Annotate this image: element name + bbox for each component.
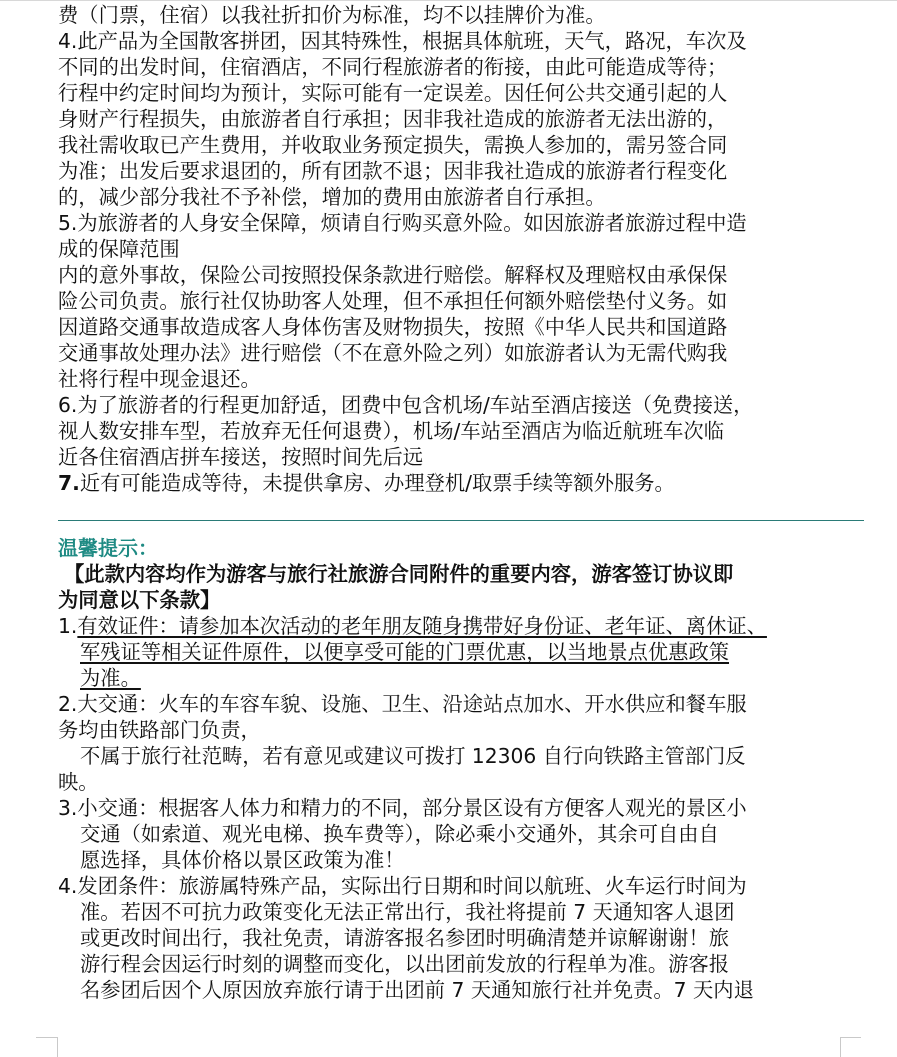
text-line: 行程中约定时间均为预计，实际可能有一定误差。因任何公共交通引起的人: [58, 81, 728, 105]
text-line: 险公司负责。旅行社仅协助客人处理，但不承担任何额外赔偿垫付义务。如: [58, 289, 728, 313]
tip-item-2-cont: 不属于旅行社范畴，若有意见或建议可拨打 12306 自行向铁路主管部门反: [80, 744, 746, 768]
text-line: 近各住宿酒店拼车接送，按照时间先后远: [58, 445, 424, 469]
tip-item-text: 小交通：根据客人体力和精力的不同，部分景区设有方便客人观光的景区小: [77, 796, 747, 820]
tip-item-number: 4.: [58, 874, 78, 898]
tip-item-4-cont: 名参团后因个人原因放弃旅行请于出团前 7 天通知旅行社并免责。7 天内退: [80, 978, 754, 1002]
text-line: 交通事故处理办法》进行赔偿（不在意外险之列）如旅游者认为无需代购我: [58, 341, 728, 365]
crop-mark-right: [840, 1037, 841, 1057]
item-7-text: 近有可能造成等待，未提供拿房、办理登机/取票手续等额外服务。: [79, 471, 675, 495]
tip-item-number: 3.: [58, 796, 78, 820]
text-line: 的，减少部分我社不予补偿，增加的费用由旅游者自行承担。: [58, 185, 606, 209]
tip-item-4-cont: 准。若因不可抗力政策变化无法正常出行，我社将提前 7 天通知客人退团: [80, 900, 735, 924]
text-line: 社将行程中现金退还。: [58, 367, 261, 391]
page-top-edge: [0, 0, 897, 1]
text-line: 身财产行程损失，由旅游者自行承担；因非我社造成的旅游者无法出游的，: [58, 107, 728, 131]
tip-item-1-cont: [58, 665, 864, 691]
section-divider: [58, 520, 864, 521]
tip-item-4-cont: 或更改时间出行，我社免责，请游客报名参团时明确清楚并谅解谢谢！旅: [80, 926, 730, 950]
document-body: [58, 2, 864, 1003]
tips-heading: 温馨提示：: [58, 536, 158, 560]
text-line: 我社需收取已产生费用，并收取业务预定损失，需换人参加的，需另签合同: [58, 133, 728, 157]
tip-item-text: 发团条件：旅游属特殊产品，实际出行日期和时间以航班、火车运行时间为: [77, 874, 747, 898]
text-line: 因道路交通事故造成客人身体伤害及财物损失，按照《中华人民共和国道路: [58, 315, 728, 339]
item-7-number: 7.: [58, 471, 80, 495]
text-line: 5.为旅游者的人身安全保障，烦请自行购买意外险。如因旅游者旅游过程中造: [58, 211, 747, 235]
tip-item-3-cont: 愿选择，具体价格以景区政策为准！: [80, 848, 405, 872]
tip-item-text: 为准。: [80, 666, 141, 690]
tip-item-2: [58, 691, 864, 717]
text-line: 6.为了旅游者的行程更加舒适，团费中包含机场/车站至酒店接送（免费接送，: [58, 393, 754, 417]
tip-item-3-cont: 交通（如索道、观光电梯、换车费等），除必乘小交通外，其余可自由自: [80, 822, 719, 846]
tip-item-number: 2.: [58, 692, 78, 716]
tip-item-2-cont: 映。: [58, 770, 99, 794]
tip-item-3: [58, 795, 864, 821]
crop-mark-right-h: [840, 1037, 861, 1038]
tip-item-text: 有效证件：请参加本次活动的老年朋友随身携带好身份证、老年证、离休证、: [77, 614, 767, 638]
text-line: 为准；出发后要求退团的，所有团款不退；因非我社造成的旅游者行程变化: [58, 159, 728, 183]
text-line: 不同的出发时间，住宿酒店，不同行程旅游者的衔接，由此可能造成等待；: [58, 55, 728, 79]
tip-item-text: 军残证等相关证件原件，以便享受可能的门票优惠，以当地景点优惠政策: [80, 640, 730, 664]
tip-item-text: 大交通：火车的车容车貌、设施、卫生、沿途站点加水、开水供应和餐车服: [77, 692, 747, 716]
text-line: 内的意外事故，保险公司按照投保条款进行赔偿。解释权及理赔权由承保保: [58, 263, 728, 287]
crop-mark-left-h: [36, 1037, 57, 1038]
text-line: 成的保障范围: [58, 237, 180, 261]
crop-mark-left: [57, 1037, 58, 1057]
text-line: 4.此产品为全国散客拼团，因其特殊性，根据具体航班，天气，路况，车次及: [58, 29, 747, 53]
clause-statement-line-1: 【此款内容均作为游客与旅行社旅游合同附件的重要内容，游客签订协议即: [64, 562, 734, 586]
text-line: 费（门票，住宿）以我社折扣价为标准，均不以挂牌价为准。: [58, 3, 606, 27]
tip-item-2-cont: 务均由铁路部门负责，: [58, 718, 261, 742]
tip-item-4: [58, 873, 864, 899]
tip-item-1-cont: [58, 639, 864, 665]
tip-item-1: [58, 613, 864, 639]
text-line: 视人数安排车型，若放弃无任何退费），机场/车站至酒店为临近航班车次临: [58, 419, 724, 443]
item-7: [58, 470, 864, 496]
clause-statement-line-2: 为同意以下条款】: [58, 588, 221, 612]
tip-item-number: 1.: [58, 614, 78, 638]
tip-item-4-cont: 游行程会因运行时刻的调整而变化，以出团前发放的行程单为准。游客报: [80, 952, 730, 976]
